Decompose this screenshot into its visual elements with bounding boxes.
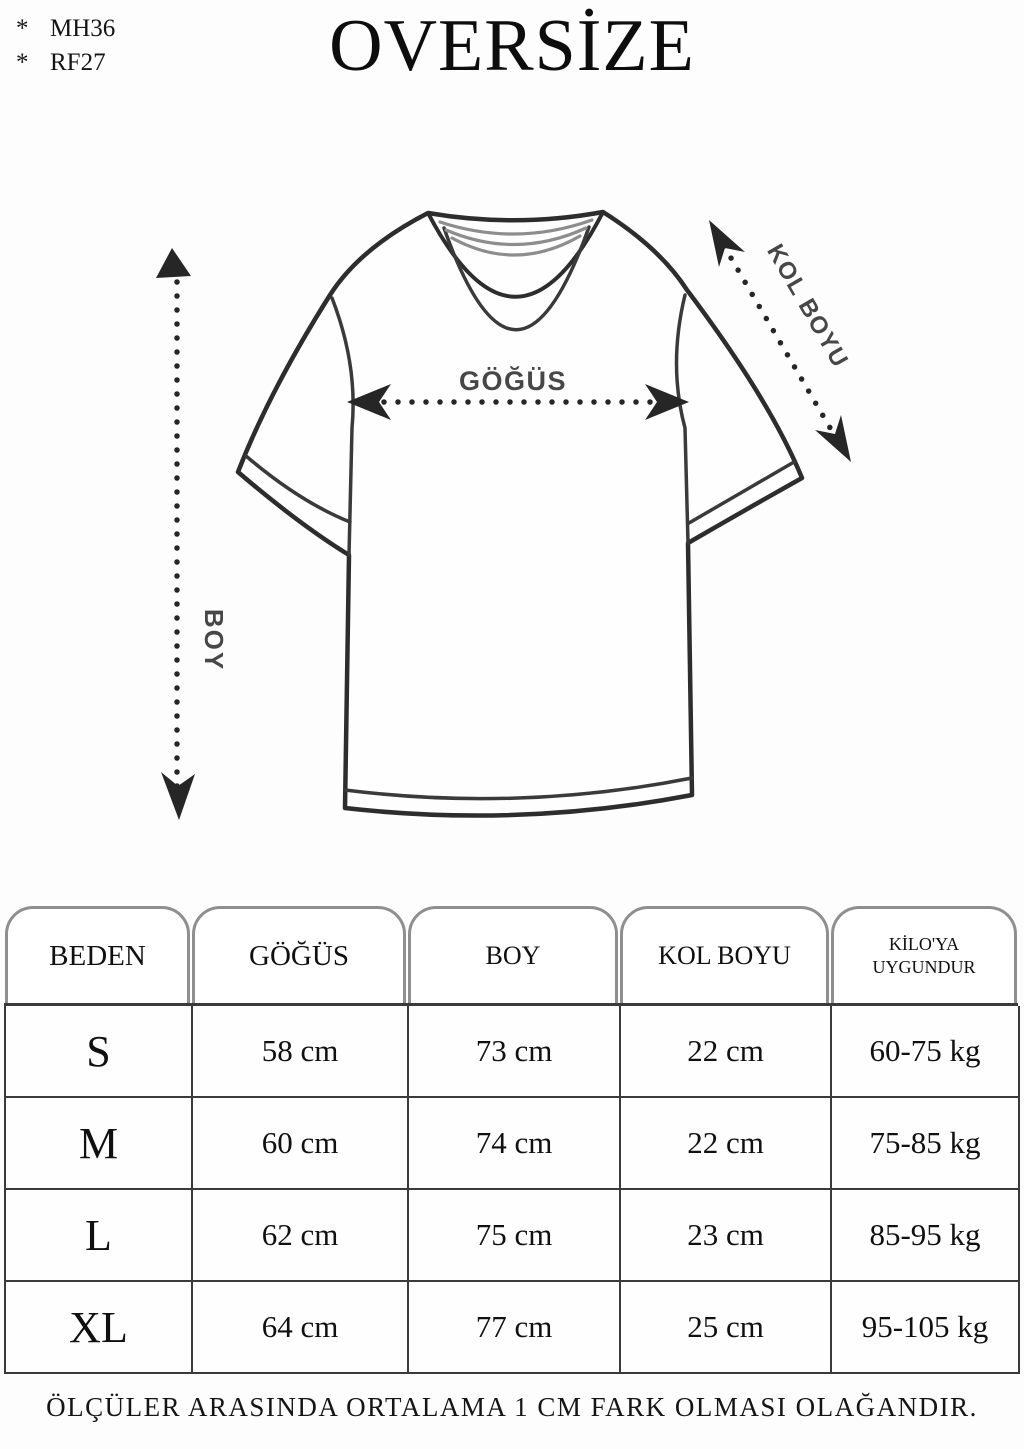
tshirt-diagram-svg <box>0 150 1024 870</box>
tolerance-note: ÖLÇÜLER ARASINDA ORTALAMA 1 CM FARK OLMASI OLAĞANDIR. <box>46 1392 978 1422</box>
header-cell-boy: BOY <box>408 906 618 1003</box>
size-table <box>4 906 1018 1374</box>
page-title: OVERSİZE <box>329 5 695 87</box>
size-table-body <box>4 1003 1018 1374</box>
table-cell-chest: 60 cm <box>193 1098 409 1190</box>
table-cell-size: XL <box>6 1282 193 1374</box>
sleeve-label: KOL BOYU <box>761 239 854 373</box>
chest-label: GÖĞÜS <box>458 366 568 396</box>
length-label: BOY <box>199 608 229 672</box>
table-cell-weight: 75-85 kg <box>832 1098 1020 1190</box>
size-table-header <box>4 906 1018 1003</box>
table-cell-chest: 58 cm <box>193 1006 409 1098</box>
table-cell-sleeve: 23 cm <box>621 1190 832 1282</box>
table-cell-weight: 85-95 kg <box>832 1190 1020 1282</box>
table-cell-sleeve: 25 cm <box>621 1282 832 1374</box>
table-cell-chest: 64 cm <box>193 1282 409 1374</box>
tshirt-outline-icon <box>238 212 802 816</box>
table-cell-length: 73 cm <box>409 1006 621 1098</box>
header-cell-kilo: KİLO'YA UYGUNDUR <box>831 906 1017 1003</box>
table-cell-length: 77 cm <box>409 1282 621 1374</box>
length-arrow <box>156 248 195 820</box>
header-cell-beden: BEDEN <box>5 906 190 1003</box>
asterisk: * <box>16 48 29 76</box>
header-cell-gogus: GÖĞÜS <box>192 906 406 1003</box>
asterisk: * <box>16 15 29 42</box>
product-code: RF27 <box>50 48 106 76</box>
table-cell-sleeve: 22 cm <box>621 1006 832 1098</box>
table-cell-size: S <box>6 1006 193 1098</box>
table-cell-weight: 95-105 kg <box>832 1282 1020 1374</box>
table-cell-sleeve: 22 cm <box>621 1098 832 1190</box>
header-cell-kol-boyu: KOL BOYU <box>620 906 829 1003</box>
table-cell-length: 75 cm <box>409 1190 621 1282</box>
table-cell-length: 74 cm <box>409 1098 621 1190</box>
table-cell-size: L <box>6 1190 193 1282</box>
product-code: MH36 <box>50 15 116 42</box>
table-cell-size: M <box>6 1098 193 1190</box>
tshirt-measurement-diagram <box>0 150 1024 870</box>
table-cell-chest: 62 cm <box>193 1190 409 1282</box>
table-cell-weight: 60-75 kg <box>832 1006 1020 1098</box>
